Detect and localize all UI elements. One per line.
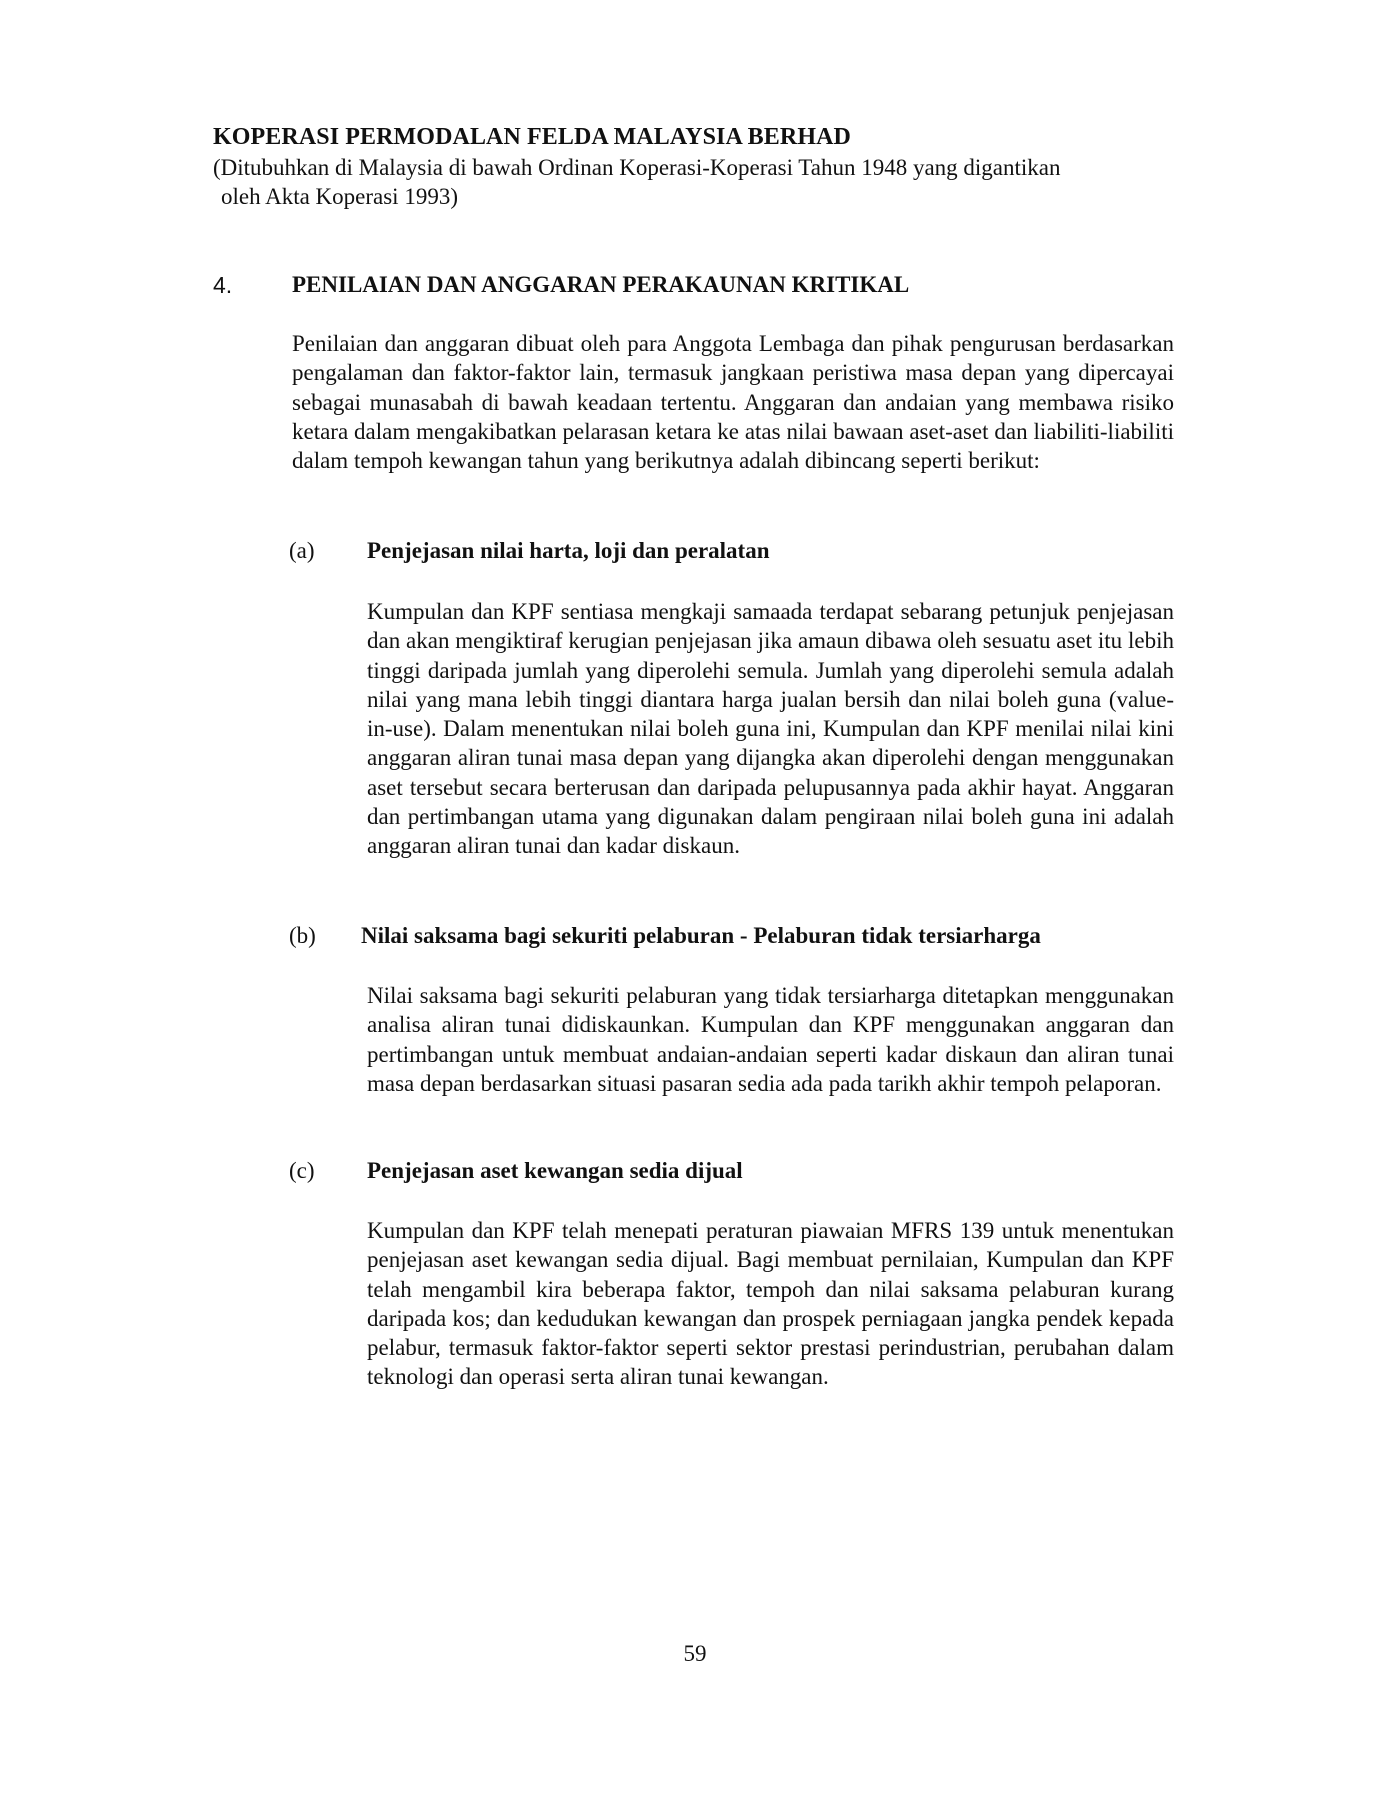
company-name: KOPERASI PERMODALAN FELDA MALAYSIA BERHAD bbox=[213, 124, 851, 150]
section-title: PENILAIAN DAN ANGGARAN PERAKAUNAN KRITIKAL bbox=[292, 272, 910, 297]
section-intro-paragraph: Penilaian dan anggaran dibuat oleh para Anggota Lembaga dan pihak pengurusan berdasarkan pengalaman dan faktor-faktor lain, termasuk jangkaan peristiwa masa depan yang dipercayai sebagai munasabah di bawah keadaan tertentu. Anggaran dan andaian yang membawa risiko ketara dalam mengakibatkan pelarasan ketara ke atas nilai bawaan aset-aset dan liabiliti-liabiliti dalam tempoh kewangan tahun yang berikutnya adalah dibincang seperti berikut: bbox=[292, 331, 1174, 474]
item-b-body: Nilai saksama bagi sekuriti pelaburan yang tidak tersiarharga ditetapkan menggunakan analisa aliran tunai didiskaunkan. Kumpulan dan KPF menggunakan anggaran dan pertimbangan untuk membuat andaian-andaian seperti kadar diskaun dan aliran tunai masa depan berdasarkan situasi pasaran sedia ada pada tarikh akhir tempoh pelaporan. bbox=[367, 983, 1174, 1096]
item-a-label: (a) bbox=[289, 538, 315, 563]
item-c-body: Kumpulan dan KPF telah menepati peraturan piawaian MFRS 139 untuk menentukan penjejasan aset kewangan sedia dijual. Bagi membuat pernilaian, Kumpulan dan KPF telah mengambil kira beberapa faktor, tempoh dan nilai saksama pelaburan kurang daripada kos; dan kedudukan kewangan dan prospek perniagaan jangka pendek kepada pelabur, termasuk faktor-faktor seperti sektor prestasi perindustrian, perubahan dalam teknologi dan operasi serta aliran tunai kewangan. bbox=[367, 1218, 1174, 1390]
company-subtitle-line-1: (Ditubuhkan di Malaysia di bawah Ordinan Koperasi-Koperasi Tahun 1948 yang digantikan bbox=[213, 155, 1061, 180]
company-subtitle bbox=[213, 153, 1173, 211]
item-b-label: (b) bbox=[289, 923, 316, 948]
item-a-title: Penjejasan nilai harta, loji dan peralatan bbox=[367, 538, 770, 563]
section-number: 4. bbox=[213, 272, 233, 298]
company-subtitle-line-2: oleh Akta Koperasi 1993) bbox=[221, 184, 458, 209]
item-a-body: Kumpulan dan KPF sentiasa mengkaji samaada terdapat sebarang petunjuk penjejasan dan akan mengiktiraf kerugian penjejasan jika amaun dibawa oleh sesuatu aset itu lebih tinggi daripada jumlah yang diperolehi semula. Jumlah yang diperolehi semula adalah nilai yang mana lebih tinggi diantara harga jualan bersih dan nilai boleh guna (value-in-use). Dalam menentukan nilai boleh guna ini, Kumpulan dan KPF menilai nilai kini anggaran aliran tunai masa depan yang dijangka akan diperolehi dengan menggunakan aset tersebut secara berterusan dan daripada pelupusannya pada akhir hayat. Anggaran dan pertimbangan utama yang digunakan dalam pengiraan nilai boleh guna ini adalah anggaran aliran tunai dan kadar diskaun. bbox=[367, 599, 1174, 859]
item-c-title: Penjejasan aset kewangan sedia dijual bbox=[367, 1158, 743, 1183]
page-number: 59 bbox=[683, 1641, 707, 1666]
item-b-title: Nilai saksama bagi sekuriti pelaburan - Pelaburan tidak tersiarharga bbox=[361, 923, 1041, 948]
item-c-label: (c) bbox=[289, 1158, 315, 1183]
